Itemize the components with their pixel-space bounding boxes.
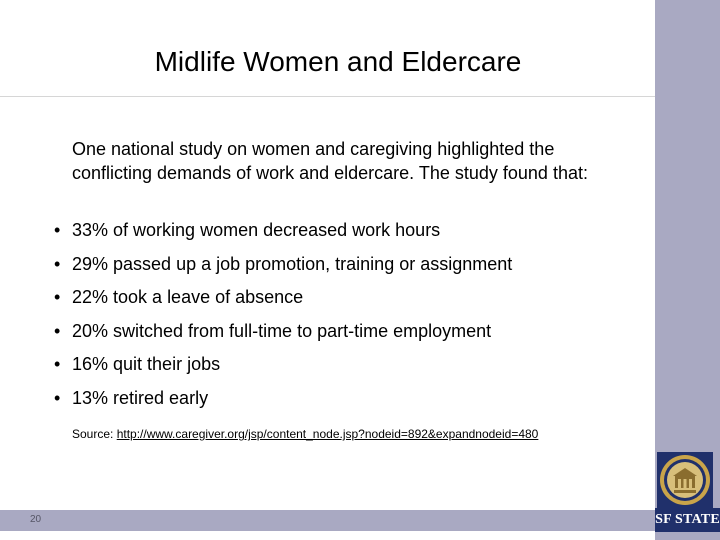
source-citation <box>72 426 538 442</box>
bullet-dot-icon: • <box>54 220 61 240</box>
bullet-text: 13% retired early <box>72 387 209 408</box>
bullet-item <box>54 285 644 319</box>
bullet-text: 22% took a leave of absence <box>72 287 304 307</box>
sf-state-logo: SF STATE <box>655 508 720 532</box>
bullet-item <box>54 386 644 420</box>
source-label: Source: <box>72 427 117 441</box>
bullet-item <box>54 319 644 353</box>
bullet-item <box>54 352 644 386</box>
bullet-text: 16% quit their jobs <box>72 354 221 374</box>
intro-paragraph: One national study on women and caregiving highlighted the conflicting demands of work and eldercare. The study found that: <box>72 139 588 183</box>
title-divider <box>0 96 655 97</box>
source-link[interactable]: http://www.caregiver.org/jsp/content_node.jsp?nodeid=892&expandnodeid=480 <box>116 427 539 441</box>
footer-bar <box>0 510 655 531</box>
bullet-dot-icon: • <box>54 253 61 274</box>
slide-title: Midlife Women and Eldercare <box>154 46 522 77</box>
slide-number: 20 <box>30 514 42 525</box>
bullet-item <box>54 218 644 252</box>
bullet-text: 33% of working women decreased work hours <box>72 220 441 240</box>
bullet-dot-icon: • <box>54 287 61 307</box>
bullet-dot-icon: • <box>54 354 61 374</box>
bullet-dot-icon: • <box>54 320 61 341</box>
bullet-dot-icon: • <box>54 387 61 408</box>
bullet-text: 20% switched from full-time to part-time employment <box>72 320 492 341</box>
bullet-item <box>54 252 644 286</box>
university-seal-icon <box>657 452 713 508</box>
bullet-text: 29% passed up a job promotion, training or assignment <box>72 253 513 274</box>
bullet-list <box>54 218 644 419</box>
